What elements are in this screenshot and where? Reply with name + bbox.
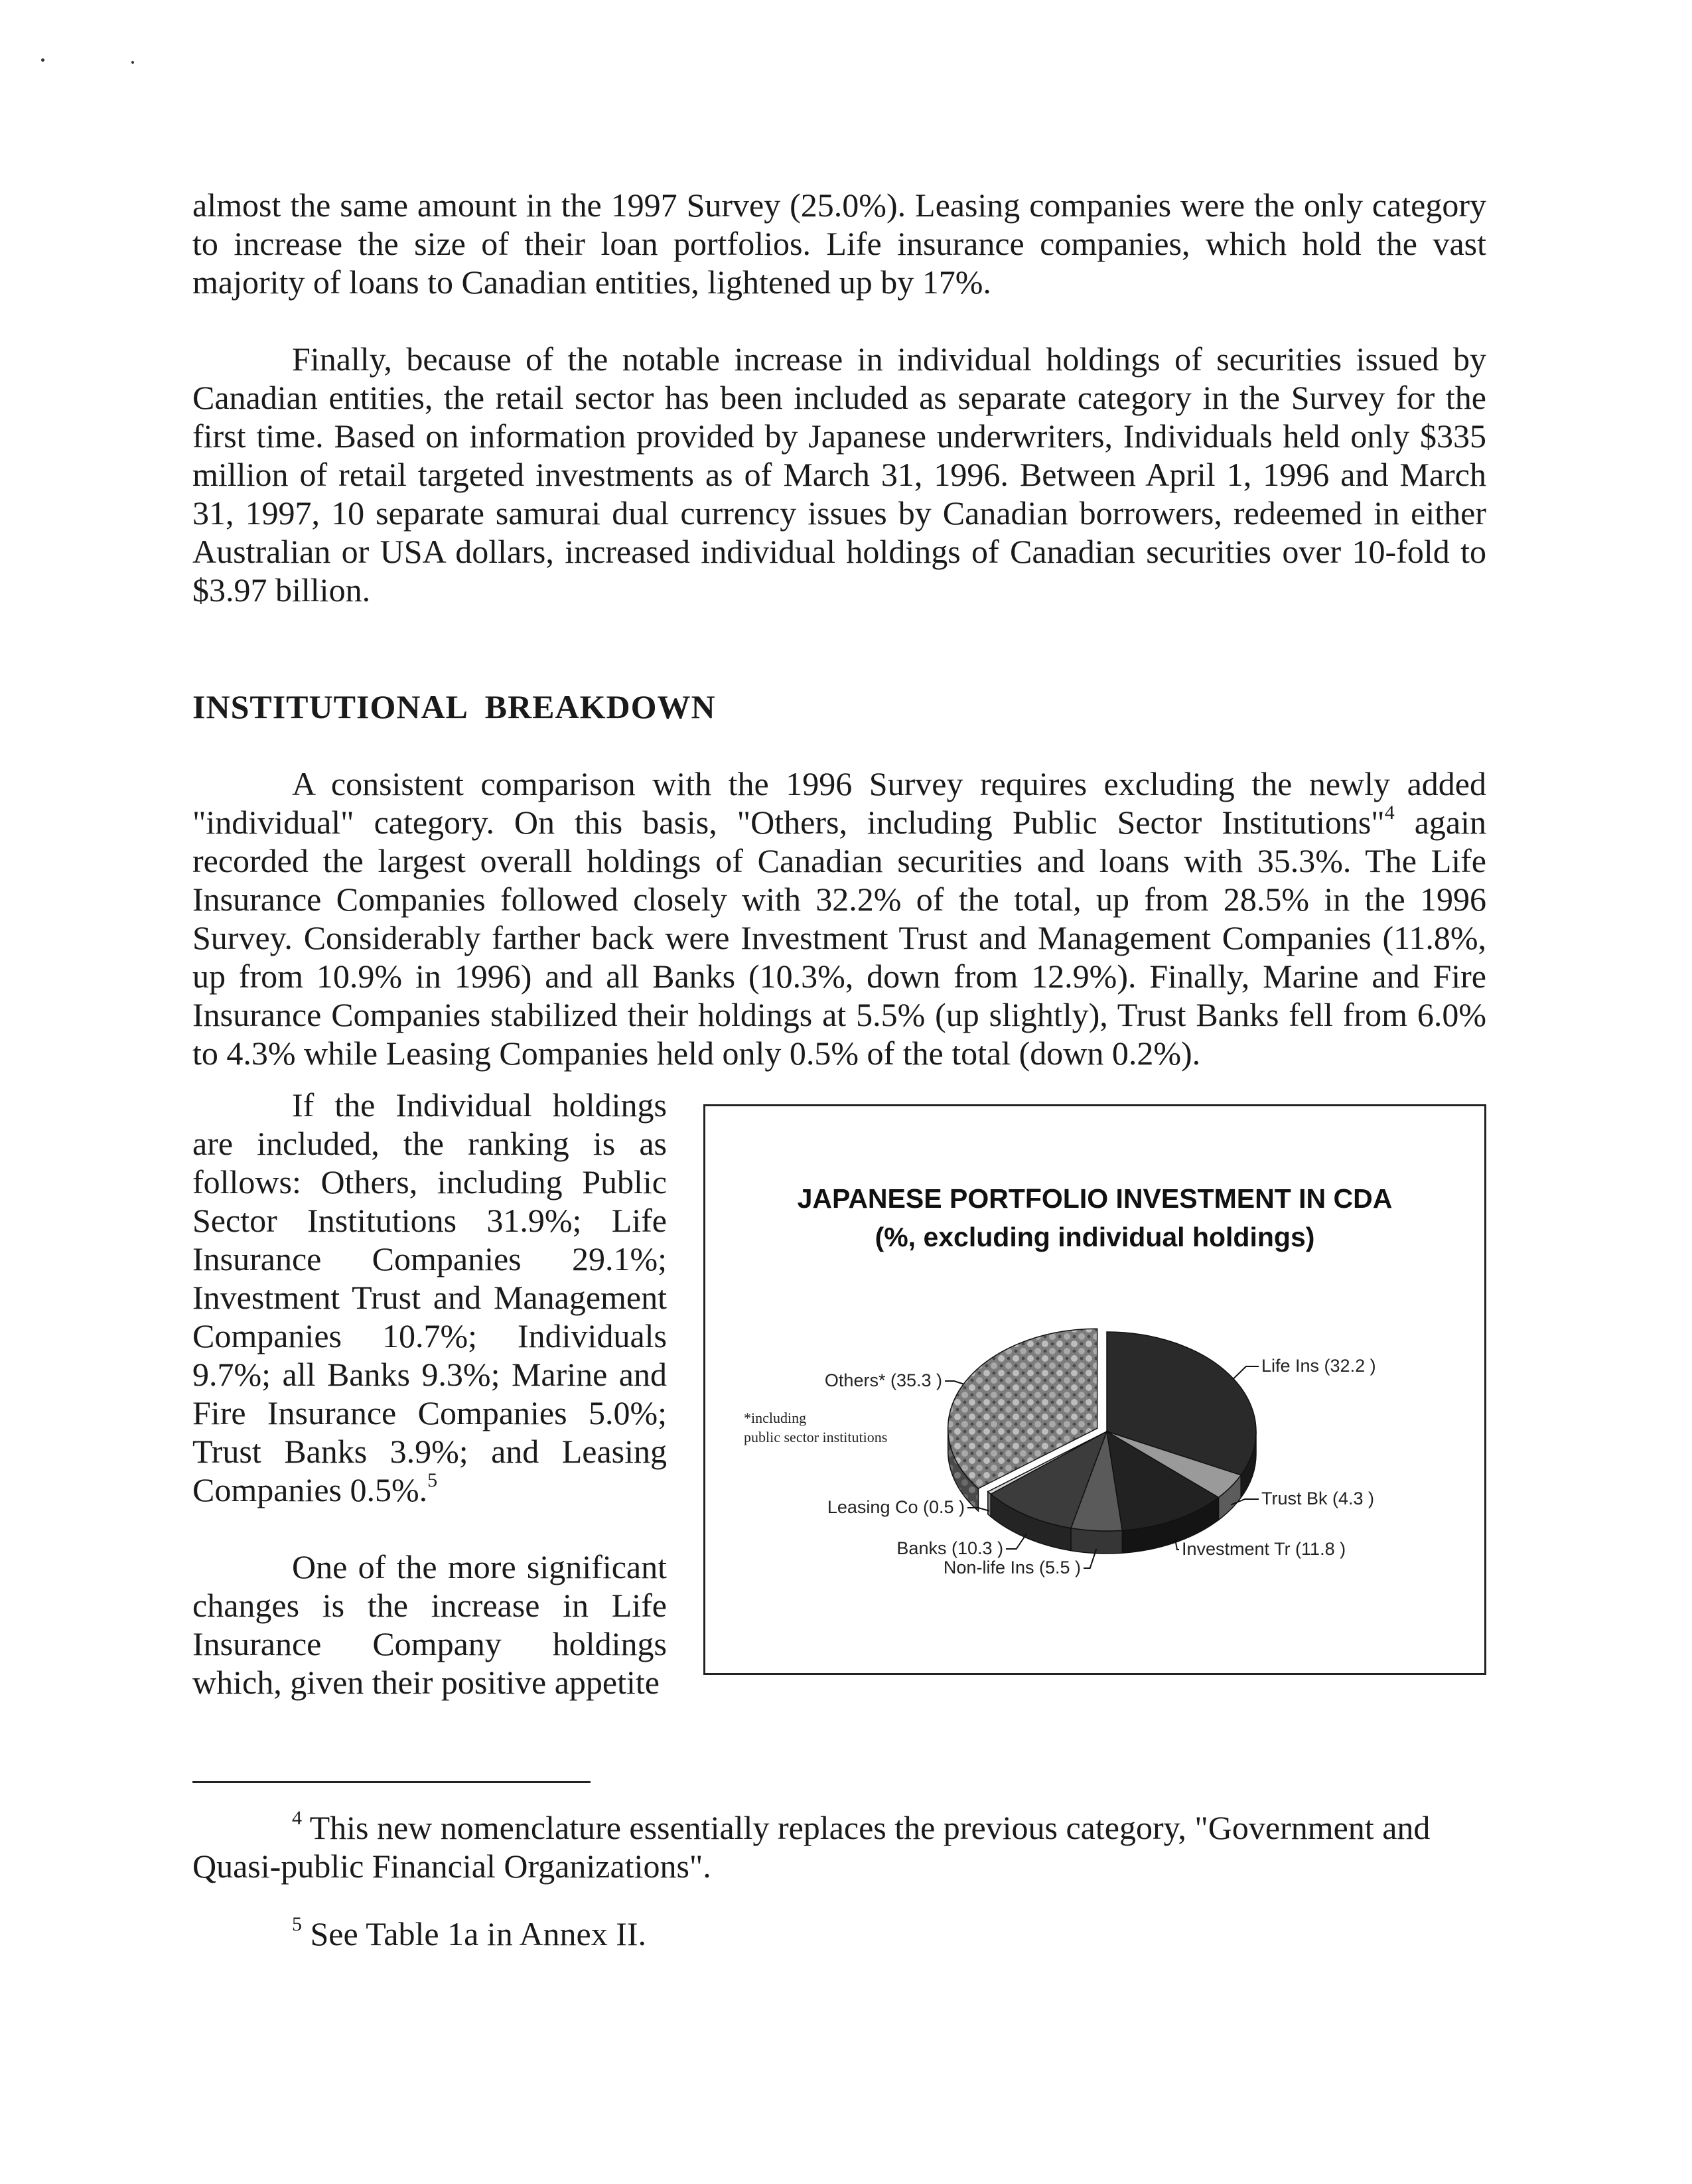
section-heading: INSTITUTIONAL BREAKDOWN [192,688,716,725]
left-column [192,1086,667,1702]
paragraph-institutional-breakdown [192,764,1486,1072]
footnote-text-5: See Table 1a in Annex II. [302,1915,647,1952]
scan-speck [131,61,134,64]
paragraph-text: A consistent comparison with the 1996 Survey requires excluding the newly added "individual" category. On this basis, "Others, including Public Sector Institutions" [192,765,1486,841]
pie-chart-figure [703,1104,1486,1675]
paragraph-individuals: Finally, because of the notable increase in individual holdings of securities issued by Canadian entities, the retail sector has been included as separate category in the Survey for the first time. Based on information provided by Japanese underwriters, Individuals held only $335 million of retail targeted investments as of March 31, 1996. Between April 1, 1996 and March 31, 1997, 10 separate samurai dual currency issues by Canadian borrowers, redeemed in either Australian or USA dollars, increased individual holdings of Canadian securities over 10-fold to $3.97 billion. [192,340,1486,609]
pie-label: Leasing Co (0.5 ) [827,1497,965,1517]
chart-title: JAPANESE PORTFOLIO INVESTMENT IN CDA [797,1183,1393,1214]
document-page [192,186,1486,1953]
pie-leader-line [1234,1366,1259,1379]
paragraph-ranking [192,1086,667,1509]
pie-slice-side-leasing-co [988,1492,991,1517]
footnote-separator [192,1781,591,1783]
footnote-text-4: This new nomenclature essentially replaces the previous category, "Government and Quasi-public Financial Organizations". [192,1809,1431,1885]
pie-slices [948,1329,1256,1554]
pie-label: Life Ins (32.2 ) [1261,1356,1376,1376]
footnote-mark-4: 4 [292,1807,302,1829]
pie-label: Trust Bk (4.3 ) [1261,1489,1375,1508]
scan-speck [41,58,44,62]
footnote-ref-4: 4 [1384,802,1395,824]
paragraph-life-insurance: One of the more significant changes is the increase in Life Insurance Company holdings which, given their positive appetite [192,1548,667,1701]
footnote-mark-5: 5 [292,1913,302,1935]
pie-label: Investment Tr (11.8 ) [1182,1539,1346,1559]
paragraph-text: again recorded the largest overall holdings of Canadian securities and loans with 35.3%. The Life Insurance Companies followed closely with 32.2% of the total, up from 28.5% in the 1996 Survey. Considerably farther back were Investment Trust and Management Companies (11.8%, up from 10.9% in 1996) and all Banks (10.3%, down from 12.9%). Finally, Marine and Fire Insurance Companies stabilized their holdings at 5.5% (up slightly), Trust Banks fell from 6.0% to 4.3% while Leasing Companies held only 0.5% of the total (down 0.2%). [192,804,1486,1072]
pie-label: Non-life Ins (5.5 ) [943,1558,1081,1577]
text-and-chart [192,1086,1486,1702]
footnote-5 [192,1915,1486,1953]
footnote-ref-5: 5 [427,1469,438,1491]
footnote-4 [192,1808,1486,1885]
paragraph-loans: almost the same amount in the 1997 Survey (25.0%). Leasing companies were the only category to increase the size of their loan portfolios. Life insurance companies, which hold the vast majority of loans to Canadian entities, lightened up by 17%. [192,186,1486,301]
chart-subtitle: (%, excluding individual holdings) [875,1222,1315,1252]
chart-note-line2: public sector institutions [744,1429,888,1445]
pie-leader-line [945,1381,963,1384]
pie-chart [705,1106,1484,1673]
paragraph-text: If the Individual holdings are included, the ranking is as follows: Others, including Public Sector Institutions 31.9%; Life Insurance Companies 29.1%; Investment Trust and Management Companies 10.7%; Individuals 9.7%; all Banks 9.3%; Marine and Fire Insurance Companies 5.0%; Trust Banks 3.9%; and Leasing Companies 0.5%. [192,1086,667,1508]
chart-note-line1: *including [744,1410,807,1426]
pie-label: Others* (35.3 ) [824,1370,942,1390]
pie-label: Banks (10.3 ) [896,1538,1003,1558]
